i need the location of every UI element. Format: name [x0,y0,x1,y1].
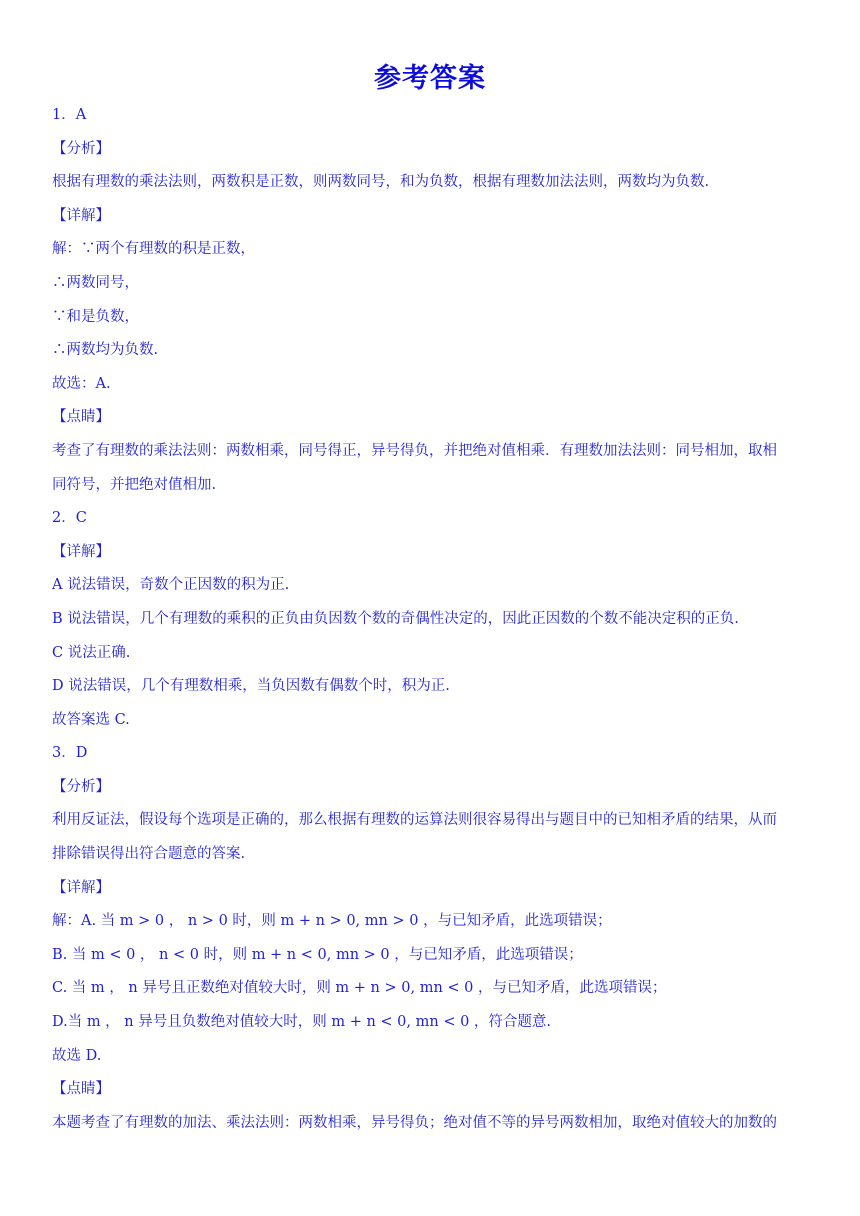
section-tag: 【详解】 [52,879,110,896]
text-line: 本题考查了有理数的加法、乘法法则：两数相乘，异号得负；绝对值不等的异号两数相加，取绝对值较大的加数的 [52,1114,777,1131]
section-tag: 【点睛】 [52,1081,110,1098]
page-title: 参考答案 [374,63,486,94]
text-line: B 说法错误，几个有理数的乘积的正负由负因数个数的奇偶性决定的，因此正因数的个数不能决定积的正负. [52,610,739,627]
text-line: B. 当 m < 0 ， n < 0 时，则 m + n < 0, mn > 0 ，与已知矛盾，此选项错误； [52,946,583,963]
text-line: 3．D [52,745,88,762]
text-line: 排除错误得出符合题意的答案. [52,846,246,863]
text-line: 利用反证法，假设每个选项是正确的，那么根据有理数的运算法则很容易得出与题目中的已知相矛盾的结果，从而 [52,812,777,829]
text-line: 故选：A. [52,375,111,392]
text-line: D 说法错误，几个有理数相乘，当负因数有偶数个时，积为正. [52,678,450,695]
text-line: 根据有理数的乘法法则，两数积是正数，则两数同号，和为负数，根据有理数加法法则，两数均为负数. [52,174,710,191]
text-line: 解：∵两个有理数的积是正数， [52,241,255,258]
section-tag: 【分析】 [52,140,110,157]
section-tag: 【点睛】 [52,409,110,426]
text-line: 故选 D. [52,1047,102,1064]
answer-body [52,103,812,1144]
text-line: ∵和是负数， [52,308,139,325]
text-line: 1．A [52,107,87,123]
text-line: 考查了有理数的乘法法则：两数相乘，同号得正，异号得负，并把绝对值相乘．有理数加法法则：同号相加，取相 [52,442,777,459]
text-line: C. 当 m ， n 异号且正数绝对值较大时，则 m + n > 0, mn < 0 ，与已知矛盾，此选项错误； [52,980,667,997]
text-line: 同符号，并把绝对值相加. [52,476,217,493]
section-tag: 【详解】 [52,207,110,224]
text-line: 2．C [52,510,87,527]
text-line: C 说法正确. [52,644,131,661]
text-line: 故答案选 C. [52,711,130,728]
section-tag: 【分析】 [52,778,110,795]
text-line: A 说法错误，奇数个正因数的积为正. [52,577,290,594]
text-line: 解：A. 当 m > 0 ， n > 0 时，则 m + n > 0, mn > 0 ，与已知矛盾，此选项错误； [52,913,612,930]
text-line: ∴两数同号， [52,274,139,291]
section-tag: 【详解】 [52,543,110,560]
text-line: ∴两数均为负数. [52,342,159,359]
text-line: D.当 m ， n 异号且负数绝对值较大时，则 m + n < 0, mn < 0 ，符合题意. [52,1014,552,1031]
